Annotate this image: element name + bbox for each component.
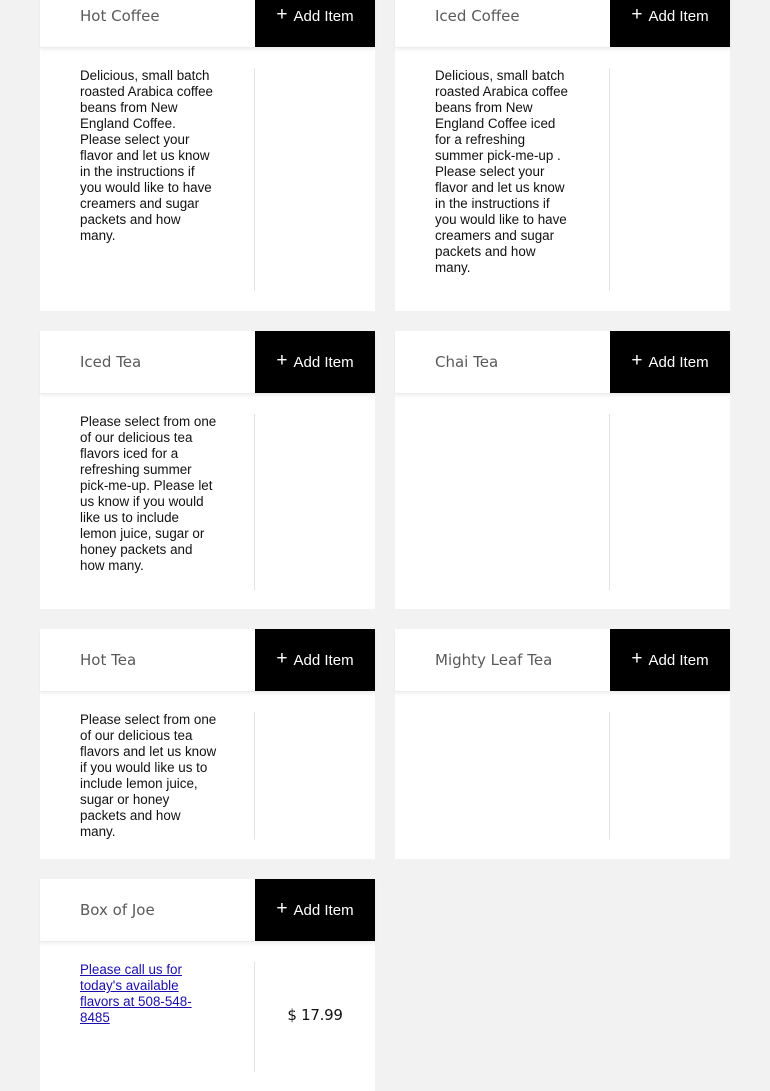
menu-item-card (40, 331, 375, 609)
item-description: Please select from one of our delicious tea flavors iced for a refreshing summer pick-me-up. Please let us know if you would like us to include lemon juice, sugar or honey packets and how many. (80, 414, 217, 573)
plus-icon: + (631, 349, 643, 371)
add-item-label: Add Item (293, 353, 354, 371)
item-title: Mighty Leaf Tea (435, 651, 553, 669)
card-header (395, 0, 730, 48)
add-item-button[interactable] (255, 0, 375, 47)
card-header (40, 629, 375, 692)
item-description (80, 962, 218, 1026)
item-title: Iced Coffee (435, 7, 520, 25)
add-item-button[interactable] (255, 331, 375, 393)
plus-icon: + (631, 647, 643, 669)
item-title: Hot Coffee (80, 7, 160, 25)
menu-item-card (40, 879, 375, 1091)
item-title: Chai Tea (435, 353, 499, 371)
add-item-button[interactable] (255, 879, 375, 941)
divider (609, 712, 610, 839)
plus-icon: + (631, 3, 643, 25)
item-title: Iced Tea (80, 353, 142, 371)
item-description: Please select from one of our delicious tea flavors and let us know if you would like us to include lemon juice, sugar or honey packets and how many. (80, 712, 217, 839)
menu-item-card (395, 629, 730, 859)
add-item-label: Add Item (293, 651, 354, 669)
add-item-label: Add Item (293, 7, 354, 25)
divider (254, 712, 255, 839)
add-item-label: Add Item (293, 901, 354, 919)
card-header (395, 629, 730, 692)
plus-icon: + (276, 897, 288, 919)
add-item-label: Add Item (648, 353, 709, 371)
plus-icon: + (276, 3, 288, 25)
divider (254, 68, 255, 291)
add-item-button[interactable] (610, 629, 730, 691)
menu-item-card (40, 0, 375, 311)
menu-item-card (40, 629, 375, 859)
divider (609, 68, 610, 291)
item-description: Delicious, small batch roasted Arabica coffee beans from New England Coffee. Please select your flavor and let us know in the instructions if you would like to have creamers and sugar packets and how many. (80, 68, 214, 243)
add-item-button[interactable] (610, 331, 730, 393)
card-header (40, 879, 375, 942)
add-item-button[interactable] (610, 0, 730, 47)
divider (609, 414, 610, 590)
call-us-link[interactable]: Please call us for today's available flavors at 508-548-8485 (80, 962, 192, 1025)
menu-item-card (395, 331, 730, 609)
card-header (395, 331, 730, 394)
item-title: Box of Joe (80, 901, 155, 919)
item-description: Delicious, small batch roasted Arabica coffee beans from New England Coffee iced for a refreshing summer pick-me-up . Please select your flavor and let us know in the instructions if you would like to have creamers and sugar packets and how many. (435, 68, 569, 275)
menu-item-card (395, 0, 730, 311)
card-header (40, 0, 375, 48)
plus-icon: + (276, 647, 288, 669)
item-price: $ 17.99 (287, 1006, 343, 1024)
add-item-label: Add Item (648, 651, 709, 669)
add-item-label: Add Item (648, 7, 709, 25)
plus-icon: + (276, 349, 288, 371)
add-item-button[interactable] (255, 629, 375, 691)
item-title: Hot Tea (80, 651, 137, 669)
card-header (40, 331, 375, 394)
divider (254, 414, 255, 590)
